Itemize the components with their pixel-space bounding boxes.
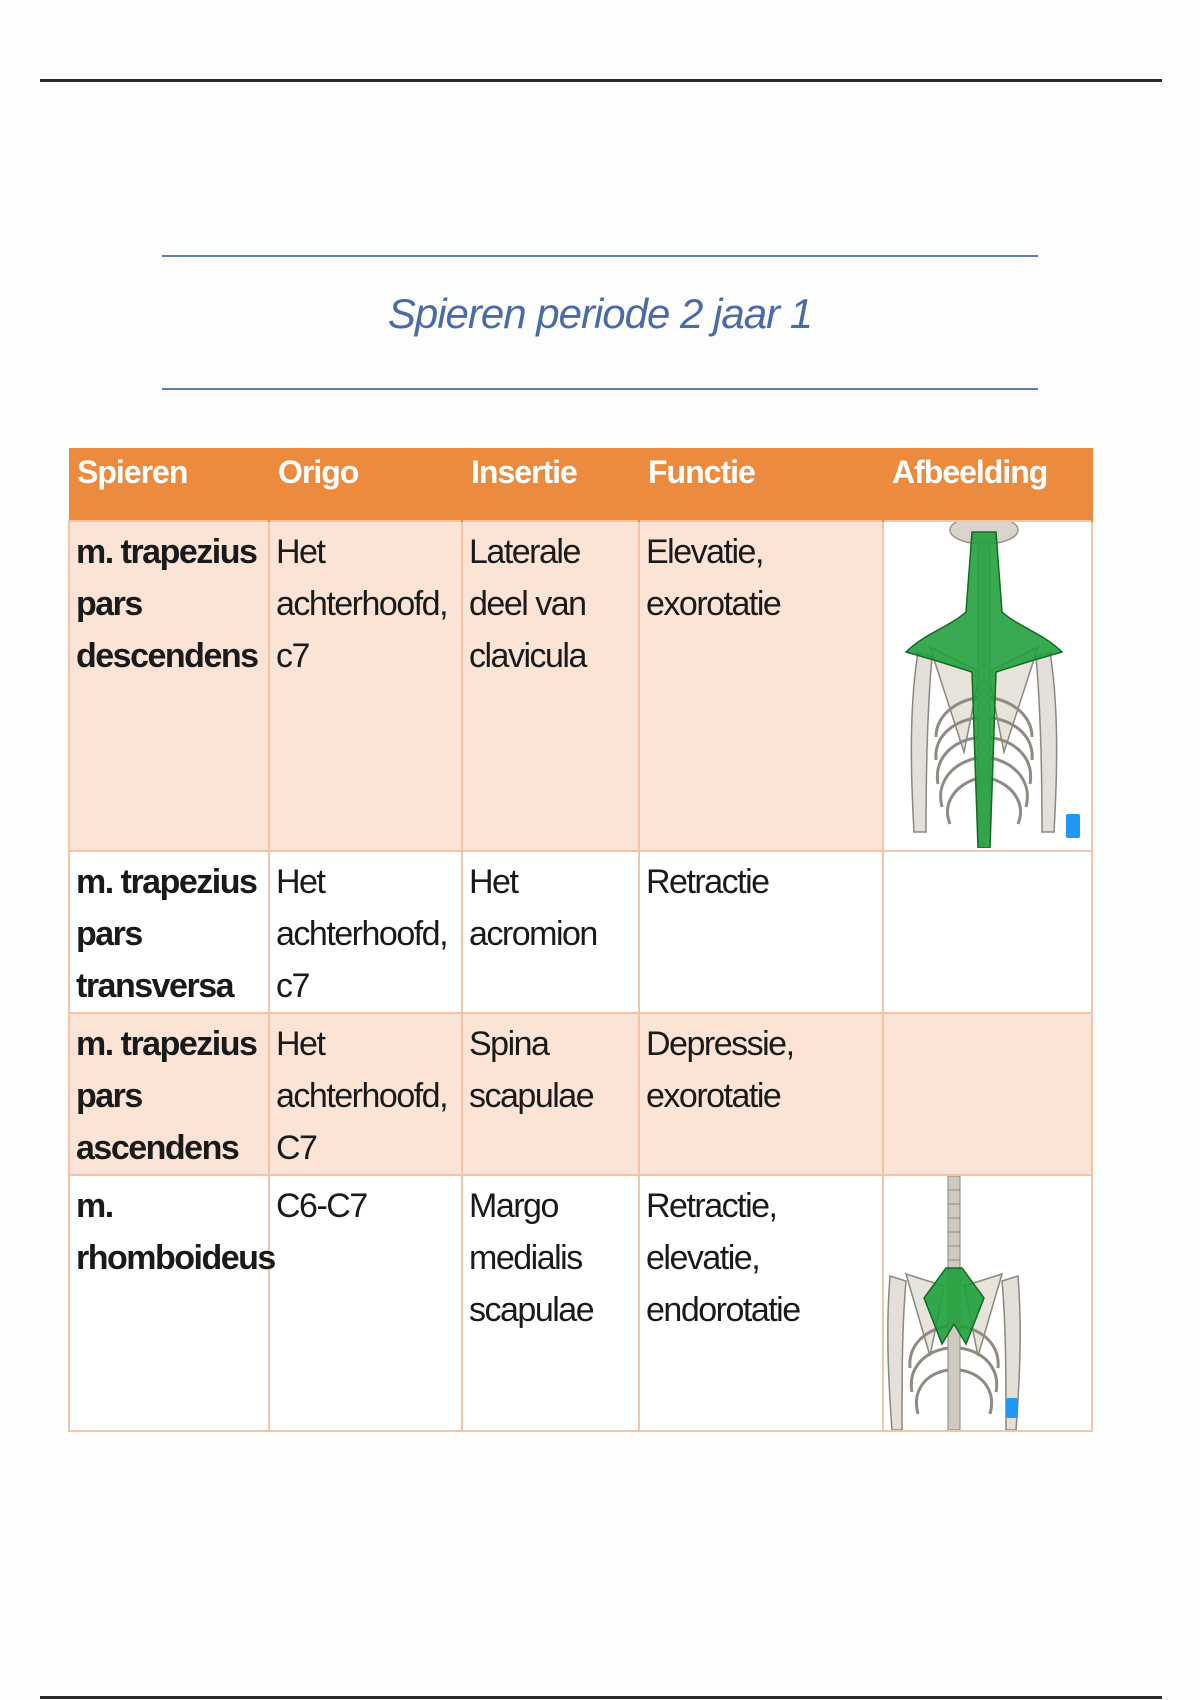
page-top-rule: [40, 79, 1162, 82]
muscle-insertie: Margo medialis scapulae: [462, 1175, 639, 1431]
muscle-image-cell: [883, 1175, 1092, 1431]
header-origo: Origo: [269, 448, 462, 521]
muscle-image-cell: [883, 1013, 1092, 1175]
table-row: [69, 1013, 1092, 1175]
table-header-row: [69, 448, 1092, 521]
muscle-origo: C6-C7: [269, 1175, 462, 1431]
muscle-image-cell: [883, 851, 1092, 1013]
header-afbeelding: Afbeelding: [883, 448, 1092, 521]
title-rule-upper: [162, 255, 1038, 257]
header-spieren: Spieren: [69, 448, 269, 521]
page-bottom-rule: [40, 1696, 1162, 1699]
muscle-name: m. rhomboideus: [69, 1175, 269, 1431]
muscle-table: [68, 448, 1093, 1432]
muscle-image-cell: [883, 521, 1092, 851]
muscle-functie: Depressie, exorotatie: [639, 1013, 883, 1175]
trapezius-illustration: [884, 522, 1084, 848]
muscle-origo: Het achterhoofd, c7: [269, 851, 462, 1013]
muscle-insertie: Laterale deel van clavicula: [462, 521, 639, 851]
muscle-functie: Retractie: [639, 851, 883, 1013]
muscle-insertie: Het acromion: [462, 851, 639, 1013]
muscle-name: m. trapezius pars descendens: [69, 521, 269, 851]
header-functie: Functie: [639, 448, 883, 521]
table-row: [69, 851, 1092, 1013]
muscle-functie: Retractie, elevatie, endorotatie: [639, 1175, 883, 1431]
table-row: [69, 1175, 1092, 1431]
muscle-name: m. trapezius pars transversa: [69, 851, 269, 1013]
document-title: Spieren periode 2 jaar 1: [387, 290, 813, 337]
muscle-functie: Elevatie, exorotatie: [639, 521, 883, 851]
muscle-insertie: Spina scapulae: [462, 1013, 639, 1175]
title-rule-lower: [162, 388, 1038, 390]
header-insertie: Insertie: [462, 448, 639, 521]
muscle-origo: Het achterhoofd, C7: [269, 1013, 462, 1175]
muscle-origo: Het achterhoofd, c7: [269, 521, 462, 851]
table-row: [69, 521, 1092, 851]
muscle-name: m. trapezius pars ascendens: [69, 1013, 269, 1175]
rhomboideus-illustration: [884, 1176, 1024, 1430]
